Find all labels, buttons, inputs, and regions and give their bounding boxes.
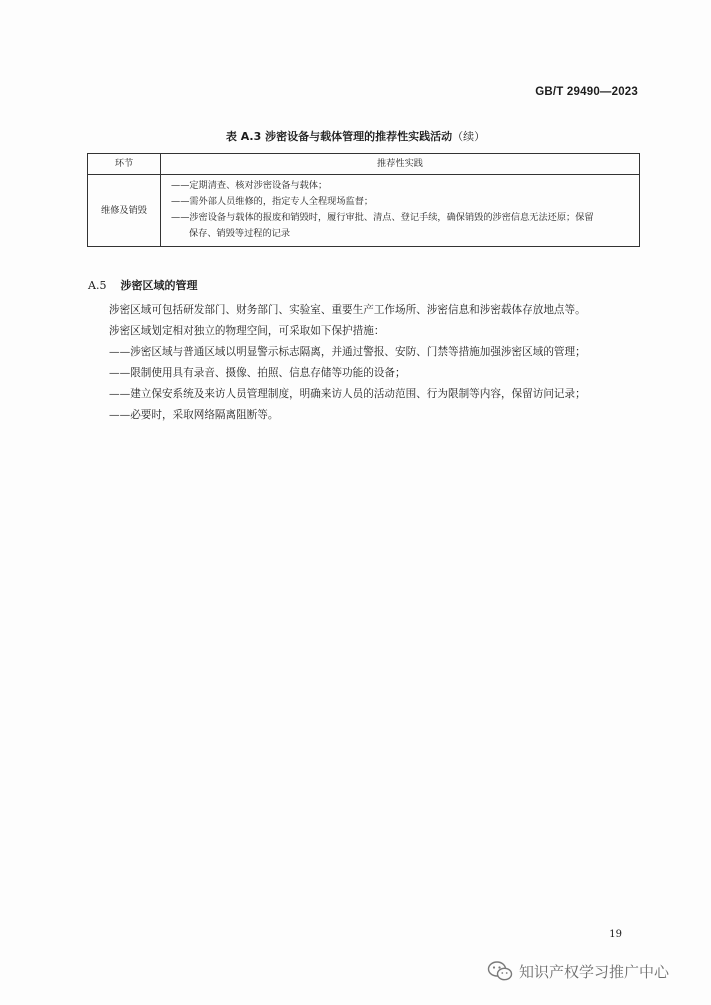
paragraph: 涉密区域划定相对独立的物理空间，可采取如下保护措施： [109,325,385,337]
table-caption [0,128,711,144]
practice-line: ——需外部人员维修的，指定专人全程现场监督； [171,196,374,207]
practice-table [87,153,640,247]
table-cell-stage: 维修及销毁 [88,175,161,247]
table-header-stage: 环节 [88,154,161,175]
page-number: 19 [609,929,622,940]
table-caption-continued: （续） [452,130,486,143]
list-item: ——建立保安系统及来访人员管理制度，明确来访人员的活动范围、行为限制等内容，保留访问记录； [109,388,586,400]
section-title: 涉密区域的管理 [120,279,198,292]
list-item: ——限制使用具有录音、摄像、拍照、信息存储等功能的设备； [109,367,406,379]
list-item: ——涉密区域与普通区域以明显警示标志隔离，并通过警报、安防、门禁等措施加强涉密区域的管理； [109,346,586,358]
section-body [88,300,640,426]
table-header-practice: 推荐性实践 [161,154,640,175]
list-item: ——必要时，采取网络隔离阻断等。 [109,409,279,421]
paragraph: 涉密区域可包括研发部门、财务部门、实验室、重要生产工作场所、涉密信息和涉密载体存放地点等。 [109,304,586,316]
table-cell-practices [161,175,640,247]
table-header-row [88,154,640,175]
standard-code: GB/T 29490—2023 [535,86,638,98]
wechat-icon [487,960,513,982]
table-row [88,175,640,247]
section-heading [88,277,197,293]
practice-line-continued: 保存、销毁等过程的记录 [189,228,291,239]
practice-line: ——涉密设备与载体的报废和销毁时，履行审批、清点、登记手续，确保销毁的涉密信息无法还原；保留 [171,212,594,223]
watermark [487,960,669,982]
practice-line: ——定期清查、核对涉密设备与载体； [171,180,328,191]
section-number: A.5 [88,279,107,292]
table-caption-title: 表 A.3 涉密设备与载体管理的推荐性实践活动 [225,130,453,143]
watermark-text: 知识产权学习推广中心 [519,962,670,981]
